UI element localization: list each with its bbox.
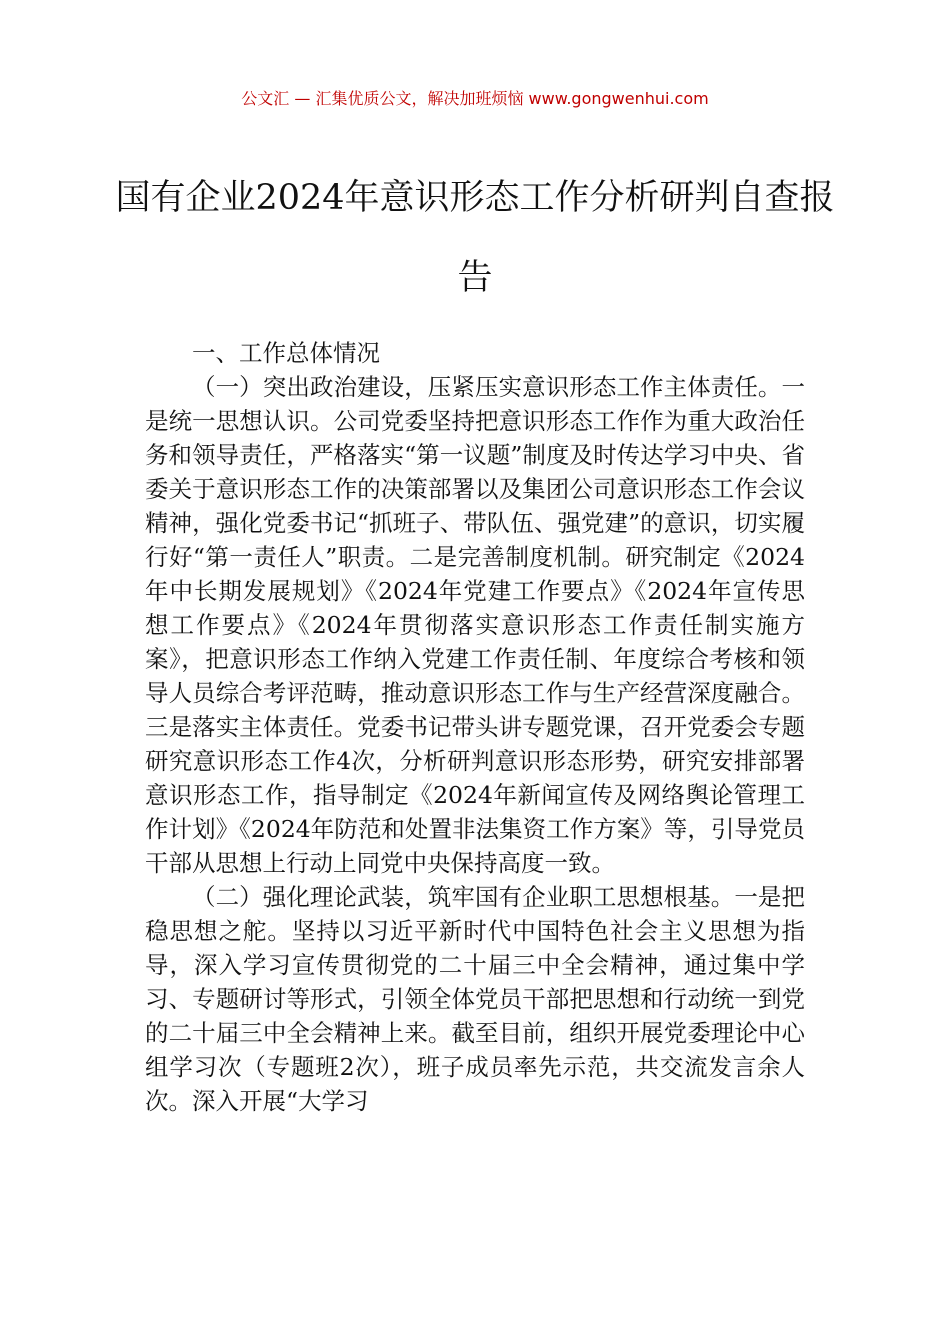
document-title: 国有企业2024年意识形态工作分析研判自查报告 bbox=[115, 178, 835, 298]
body-paragraph: （二）强化理论武装，筑牢国有企业职工思想根基。一是把稳思想之舵。坚持以习近平新时代中国特色社会主义思想为指导，深入学习宣传贯彻党的二十届三中全会精神，通过集中学习、专题研讨等形式，引领全体党员干部把思想和行动统一到党的二十届三中全会精神上来。截至目前，组织开展党委理论中心组学习次（专题班2次），班子成员率先示范，共交流发言余人次。深入开展“大学习 bbox=[145, 883, 805, 1115]
section-heading: 一、工作总体情况 bbox=[192, 339, 380, 367]
document-body bbox=[145, 336, 805, 1118]
body-paragraph: （一）突出政治建设，压紧压实意识形态工作主体责任。一是统一思想认识。公司党委坚持把意识形态工作作为重大政治任务和领导责任，严格落实“第一议题”制度及时传达学习中央、省委关于意识形态工作的决策部署以及集团公司意识形态工作会议精神，强化党委书记“抓班子、带队伍、强党建”的意识，切实履行好“第一责任人”职责。二是完善制度机制。研究制定《2024年中长期发展规划》《2024年党建工作要点》《2024年宣传思想工作要点》《2024年贯彻落实意识形态工作责任制实施方案》，把意识形态工作纳入党建工作责任制、年度综合考核和领导人员综合考评范畴，推动意识形态工作与生产经营深度融合。三是落实主体责任。党委书记带头讲专题党课，召开党委会专题研究意识形态工作4次，分析研判意识形态形势，研究安排部署意识形态工作，指导制定《2024年新闻宣传及网络舆论管理工作计划》《2024年防范和处置非法集资工作方案》等，引导党员干部从思想上行动上同党中央保持高度一致。 bbox=[145, 373, 805, 877]
header-banner[interactable]: 公文汇 — 汇集优质公文，解决加班烦恼 www.gongwenhui.com bbox=[241, 89, 709, 108]
